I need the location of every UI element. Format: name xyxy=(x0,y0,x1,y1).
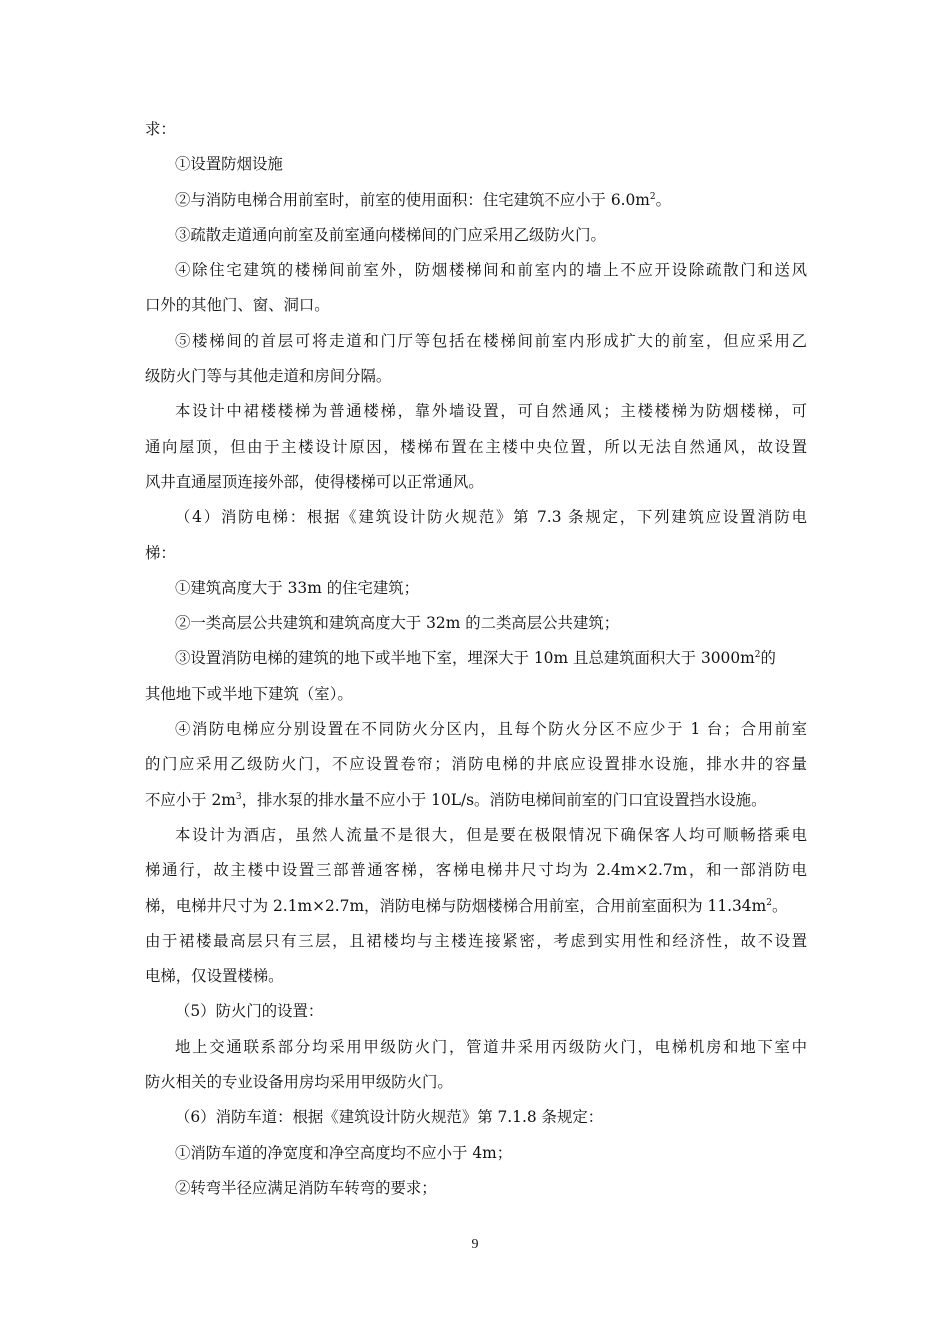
text-line: ①设置防烟设施 xyxy=(175,155,283,174)
text-line: 电梯，仅设置楼梯。 xyxy=(145,967,284,986)
text-line: （6）消防车道：根据《建筑设计防火规范》第 7.1.8 条规定： xyxy=(175,1108,604,1127)
text-line: 地上交通联系部分均采用甲级防火门，管道井采用丙级防火门，电梯机房和地下室中 xyxy=(175,1037,807,1056)
text-line: 由于裙楼最高层只有三层，且裙楼均与主楼连接紧密，考虑到实用性和经济性，故不设置 xyxy=(145,931,807,950)
text-line: ④消防电梯应分别设置在不同防火分区内，且每个防火分区不应少于 1 台；合用前室 xyxy=(175,720,807,739)
text-line: ③设置消防电梯的建筑的地下或半地下室，埋深大于 10m 且总建筑面积大于 $3000m^2$的 xyxy=(175,649,776,668)
text-line: ①消防车道的净宽度和净空高度均不应小于 4m； xyxy=(175,1143,513,1162)
text-line: 级防火门等与其他走道和房间分隔。 xyxy=(145,367,392,386)
text-line: ③疏散走道通向前室及前室通向楼梯间的门应采用乙级防火门。 xyxy=(175,225,606,244)
text-line: 防火相关的专业设备用房均采用甲级防火门。 xyxy=(145,1073,453,1092)
text-line: 求： xyxy=(145,120,176,138)
text-line: 风井直通屋顶连接外部，使得楼梯可以正常通风。 xyxy=(145,472,484,491)
superscript: 2 xyxy=(766,897,772,908)
text-line: （4）消防电梯：根据《建筑设计防火规范》第 7.3 条规定，下列建筑应设置消防电 xyxy=(175,508,807,527)
page-number: 9 xyxy=(471,1237,479,1252)
text-line: ②与消防电梯合用前室时，前室的使用面积：住宅建筑不应小于 $6.0m^2$。 xyxy=(175,190,672,209)
document-body xyxy=(145,112,807,1206)
text-line: 梯： xyxy=(145,543,176,562)
text-line: （5）防火门的设置： xyxy=(175,1002,324,1021)
text-line: ⑤楼梯间的首层可将走道和门厅等包括在楼梯间前室内形成扩大的前室，但应采用乙 xyxy=(175,331,807,350)
text-line: 的门应采用乙级防火门，不应设置卷帘；消防电梯的井底应设置排水设施，排水井的容量 xyxy=(145,755,807,774)
text-line: 梯，电梯井尺寸为 2.1m×2.7m，消防电梯与防烟楼梯合用前室，合用前室面积为 $11.34m^2$。 xyxy=(145,896,788,915)
text-line: 本设计中裙楼楼梯为普通楼梯，靠外墙设置，可自然通风；主楼楼梯为防烟楼梯，可 xyxy=(175,402,807,421)
text-line: ①建筑高度大于 33m 的住宅建筑； xyxy=(175,578,420,597)
text-line: ②转弯半径应满足消防车转弯的要求； xyxy=(175,1178,437,1197)
superscript: 2 xyxy=(754,650,761,661)
text-line: 通向屋顶，但由于主楼设计原因，楼梯布置在主楼中央位置，所以无法自然通风，故设置 xyxy=(145,437,807,456)
text-line: 其他地下或半地下建筑（室）。 xyxy=(145,684,353,703)
text-line: ④除住宅建筑的楼梯间前室外，防烟楼梯间和前室内的墙上不应开设除疏散门和送风 xyxy=(175,261,807,280)
text-line: 不应小于 $2m^3$，排水泵的排水量不应小于 10L/s。消防电梯间前室的门口宜设置挡水设施。 xyxy=(145,790,767,809)
text-line: 本设计为酒店，虽然人流量不是很大，但是要在极限情况下确保客人均可顺畅搭乘电 xyxy=(175,825,807,844)
superscript: 2 xyxy=(649,191,656,202)
superscript: 3 xyxy=(235,791,242,802)
text-line: 梯通行，故主楼中设置三部普通客梯，客梯电梯井尺寸均为 2.4m×2.7m，和一部消防电 xyxy=(145,861,807,880)
text-line: ②一类高层公共建筑和建筑高度大于 32m 的二类高层公共建筑； xyxy=(175,614,620,633)
text-line: 口外的其他门、窗、洞口。 xyxy=(145,296,330,315)
